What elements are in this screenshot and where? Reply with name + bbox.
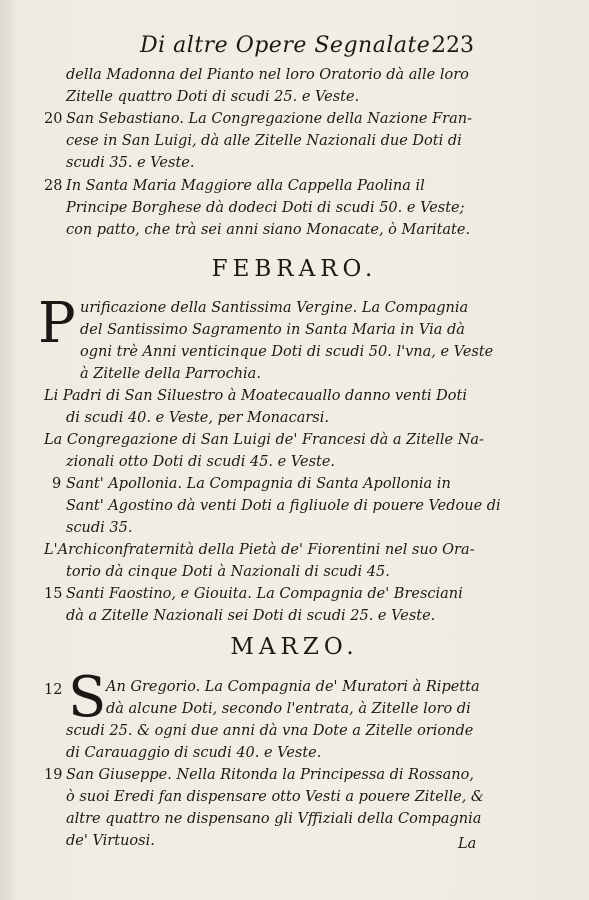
running-title: Di altre Opere Segnalate.	[140, 33, 438, 58]
drop-initial: P	[38, 291, 76, 356]
drop-initial: S	[68, 665, 107, 730]
text-line: à Zitelle della Parrochia.	[80, 366, 261, 382]
text-line: L'Archiconfraternità della Pietà de' Fiorentini nel suo Ora-	[44, 542, 475, 558]
text-line: scudi 35. e Veste.	[66, 155, 195, 171]
month-heading: FEBRARO.	[211, 256, 378, 282]
text-line: Sant' Agostino dà venti Doti a figliuole di pouere Vedoue di	[66, 498, 501, 514]
text-line: con patto, che trà sei anni siano Monacate, ò Maritate.	[66, 222, 471, 238]
text-line: de' Virtuosi.	[66, 833, 155, 849]
text-line: torio dà cinque Doti à Nazionali di scudi 45.	[66, 564, 390, 580]
day-number: 15	[44, 586, 63, 602]
text-line: della Madonna del Pianto nel loro Oratorio dà alle loro	[66, 67, 469, 83]
text-line: zionali otto Doti di scudi 45. e Veste.	[66, 454, 336, 470]
text-line: ogni trè Anni venticinque Doti di scudi 50. l'vna, e Veste	[80, 344, 494, 360]
day-number: 28	[44, 178, 63, 194]
text-line: cese in San Luigi, dà alle Zitelle Nazionali due Doti di	[66, 133, 462, 149]
day-number: 9	[52, 476, 62, 492]
text-line: Sant' Apollonia. La Compagnia di Santa Apollonia in	[66, 476, 451, 492]
catchword: La	[458, 836, 477, 852]
day-number: 20	[44, 111, 63, 127]
text-line: scudi 25. & ogni due anni dà vna Dote a Zitelle orionde	[66, 723, 474, 739]
text-line: Li Padri di San Siluestro à Moatecauallo danno venti Doti	[44, 388, 467, 404]
text-line: di Carauaggio di scudi 40. e Veste.	[66, 745, 322, 761]
text-line: Santi Faostino, e Giouita. La Compagnia de' Bresciani	[66, 586, 463, 602]
text-line: An Gregorio. La Compagnia de' Muratori à Ripetta	[106, 679, 480, 695]
text-line: del Santissimo Sagramento in Santa Maria in Via dà	[80, 322, 465, 338]
day-number: 12	[44, 682, 63, 698]
text-line: San Sebastiano. La Congregazione della Nazione Fran-	[66, 111, 472, 127]
text-line: ò suoi Eredi fan dispensare otto Vesti a pouere Zitelle, &	[66, 789, 484, 805]
text-line: dà alcune Doti, secondo l'entrata, à Zitelle loro di	[106, 701, 471, 717]
text-line: Principe Borghese dà dodeci Doti di scudi 50. e Veste;	[66, 200, 465, 216]
text-line: di scudi 40. e Veste, per Monacarsi.	[66, 410, 329, 426]
text-line: San Giuseppe. Nella Ritonda la Principessa di Rossano,	[66, 767, 474, 783]
text-line: Zitelle quattro Doti di scudi 25. e Veste.	[66, 89, 360, 105]
text-line: scudi 35.	[66, 520, 133, 536]
text-line: La Congregazione di San Luigi de' Francesi dà a Zitelle Na-	[44, 432, 484, 448]
text-line: In Santa Maria Maggiore alla Cappella Paolina il	[66, 178, 425, 194]
page-number: 223	[432, 33, 474, 58]
text-line: urificazione della Santissima Vergine. La Compagnia	[80, 300, 469, 316]
text-line: altre quattro ne dispensano gli Vffiziali della Compagnia	[66, 811, 482, 827]
text-line: dà a Zitelle Nazionali sei Doti di scudi 25. e Veste.	[66, 608, 436, 624]
day-number: 19	[44, 767, 63, 783]
month-heading: MARZO.	[230, 634, 359, 660]
